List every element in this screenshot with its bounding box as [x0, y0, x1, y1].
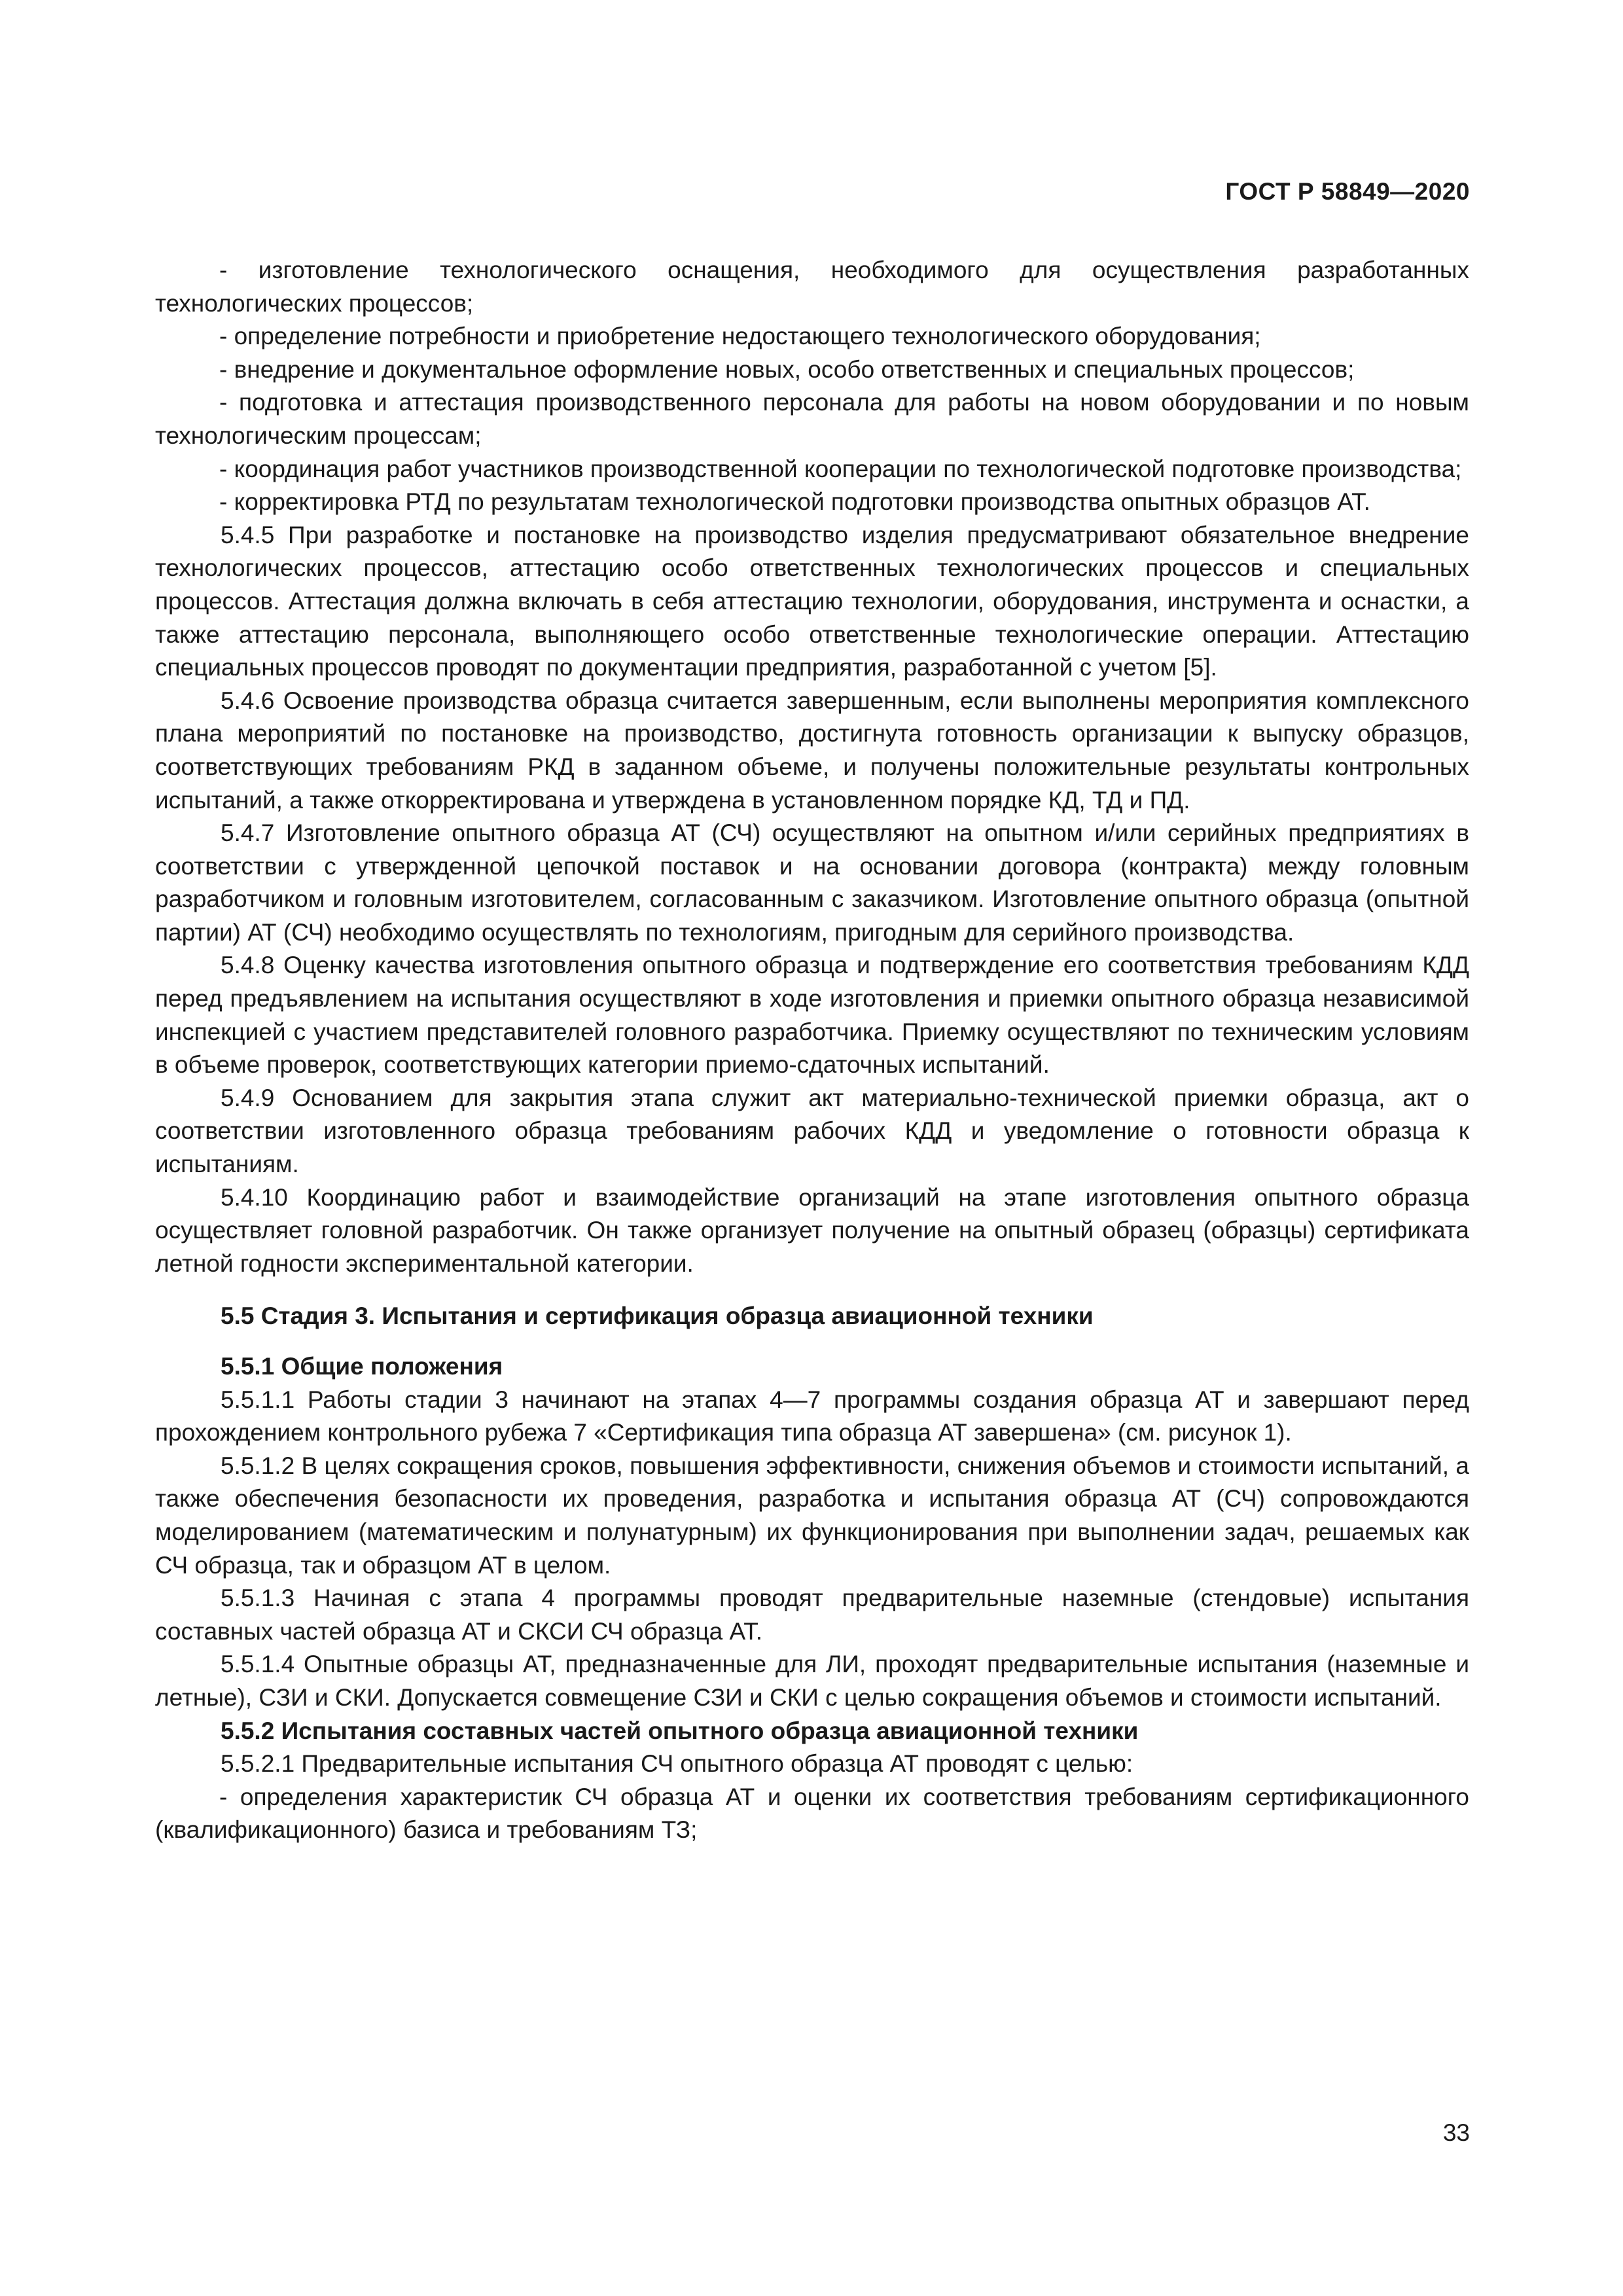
subsection-heading-5-5-2: 5.5.2 Испытания составных частей опытного образца авиационной техники [221, 1717, 1139, 1744]
list-item-new-processes: - внедрение и документальное оформление новых, особо ответственных и специальных процессов; [219, 355, 1355, 383]
clause-5-4-6: 5.4.6 Освоение производства образца считается завершенным, если выполнены мероприятия комплексного плана мероприятий по постановке на производство, достигнута готовность организации к выпуску образцов, соответствующих требованиям РКД в заданном объеме, и получены положительные результаты контрольных испытаний, а также откорректирована и утверждена в установленном порядке КД, ТД и ПД. [155, 687, 1469, 814]
clause-5-4-7: 5.4.7 Изготовление опытного образца АТ (СЧ) осуществляют на опытном и/или серийных предприятиях в соответствии с утвержденной цепочкой поставок и на основании договора (контракта) между головным разработчиком и головным изготовителем, согласованным с заказчиком. Изготовление опытного образца (опытной партии) АТ (СЧ) необходимо осуществлять по технологиям, пригодным для серийного производства. [155, 819, 1469, 946]
clause-5-5-1-3: 5.5.1.3 Начиная с этапа 4 программы проводят предварительные наземные (стендовые) испытания составных частей образца АТ и СКСИ СЧ образца АТ. [155, 1585, 1469, 1645]
subsection-heading-5-5-1: 5.5.1 Общие положения [221, 1353, 503, 1380]
clause-5-4-5: 5.4.5 При разработке и постановке на производство изделия предусматривают обязательное внедрение технологических процессов, аттестацию особо ответственных технологических процессов и специальных процессов. Аттестация должна включать в себя аттестацию технологии, оборудования, инструмента и оснастки, а также аттестацию персонала, выполняющего особо ответственные технологические операции. Аттестацию специальных процессов проводят по документации предприятия, разработанной с учетом [5]. [155, 521, 1469, 681]
clause-5-4-8: 5.4.8 Оценку качества изготовления опытного образца и подтверждение его соответствия требованиям КДД перед предъявлением на испытания осуществляют в ходе изготовления и приемки опытного образца независимой инспекцией с участием представителей головного разработчика. Приемку осуществляют по техническим условиям в объеме проверок, соответствующих категории приемо-сдаточных испытаний. [155, 952, 1469, 1079]
list-item-equipment-needs: - определение потребности и приобретение недостающего технологического оборудования; [219, 323, 1261, 350]
section-heading-5-5: 5.5 Стадия 3. Испытания и сертификация образца авиационной техники [221, 1302, 1094, 1330]
list-item-tooling: - изготовление технологического оснащения, необходимого для осуществления разработанных технологических процессов; [155, 257, 1469, 317]
clause-5-4-9: 5.4.9 Основанием для закрытия этапа служит акт материально-технической приемки образца, акт о соответствии изготовленного образца требованиям рабочих КДД и уведомление о готовности образца к испытаниям. [155, 1084, 1469, 1178]
standard-header: ГОСТ Р 58849—2020 [1225, 178, 1470, 205]
clause-5-5-1-2: 5.5.1.2 В целях сокращения сроков, повышения эффективности, снижения объемов и стоимости испытаний, а также обеспечения безопасности их проведения, разработка и испытания образца АТ (СЧ) сопровождаются моделированием (математическим и полунатурным) их функционирования при выполнении задач, решаемых как СЧ образца, так и образцом АТ в целом. [155, 1452, 1469, 1579]
list-item-personnel-training: - подготовка и аттестация производственного персонала для работы на новом оборудовании и по новым технологическим процессам; [155, 389, 1469, 449]
clause-5-4-10: 5.4.10 Координацию работ и взаимодействие организаций на этапе изготовления опытного образца осуществляет головной разработчик. Он также организует получение на опытный образец (образцы) сертификата летной годности экспериментальной категории. [155, 1183, 1469, 1277]
clause-5-5-1-4: 5.5.1.4 Опытные образцы АТ, предназначенные для ЛИ, проходят предварительные испытания (наземные и летные), СЗИ и СКИ. Допускается совмещение СЗИ и СКИ с целью сокращения объемов и стоимости испытаний. [155, 1651, 1469, 1711]
list-item-characteristics: - определения характеристик СЧ образца АТ и оценки их соответствия требованиям сертификационного (квалификационного) базиса и требованиям ТЗ; [155, 1783, 1469, 1844]
clause-5-5-2-1: 5.5.2.1 Предварительные испытания СЧ опытного образца АТ проводят с целью: [221, 1750, 1133, 1778]
page-number: 33 [1442, 2119, 1470, 2146]
list-item-rtd-correction: - корректировка РТД по результатам технологической подготовки производства опытных образцов АТ. [219, 488, 1370, 516]
document-body [155, 254, 1469, 1847]
clause-5-5-1-1: 5.5.1.1 Работы стадии 3 начинают на этапах 4—7 программы создания образца АТ и завершают перед прохождением контрольного рубежа 7 «Сертификация типа образца АТ завершена» (см. рисунок 1). [155, 1386, 1469, 1446]
list-item-coordination: - координация работ участников производственной кооперации по технологической подготовке производства; [219, 455, 1462, 482]
